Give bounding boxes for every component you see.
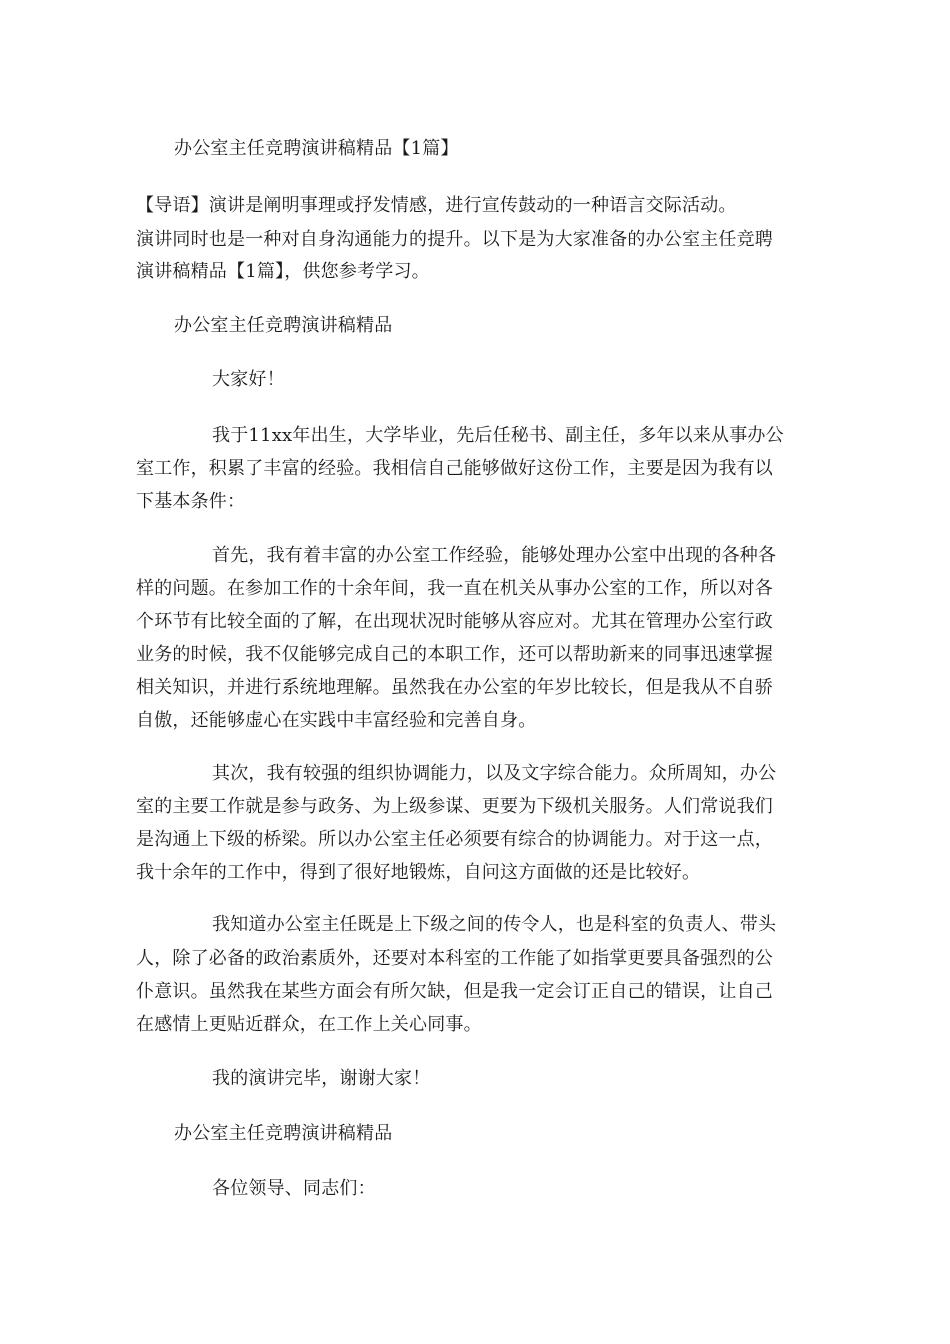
para1-line-1: 我于11xx年出生，大学毕业，先后任秘书、副主任，多年以来从事办公 <box>212 425 784 446</box>
greeting-1: 大家好！ <box>212 369 285 390</box>
para4-line-1: 我知道办公室主任既是上下级之间的传令人，也是科室的负责人、带头 <box>212 914 777 935</box>
intro-line-1: 【导语】演讲是阐明事理或抒发情感，进行宣传鼓动的一种语言交际活动。 <box>136 195 737 216</box>
para2-line-6: 自傲，还能够虚心在实践中丰富经验和完善自身。 <box>136 710 537 731</box>
document-title: 办公室主任竞聘演讲稿精品【1篇】 <box>174 138 459 159</box>
section-heading-1: 办公室主任竞聘演讲稿精品 <box>174 315 393 336</box>
para4-line-4: 在感情上更贴近群众，在工作上关心同事。 <box>136 1014 482 1035</box>
para4-line-2: 人，除了必备的政治素质外，还要对本科室的工作能了如指掌更要具备强烈的公 <box>136 948 773 969</box>
para3-line-3: 是沟通上下级的桥梁。所以办公室主任必须要有综合的协调能力。对于这一点， <box>136 829 773 850</box>
para4-line-3: 仆意识。虽然我在某些方面会有所欠缺，但是我一定会订正自己的错误，让自己 <box>136 981 773 1002</box>
para2-line-2: 样的问题。在参加工作的十余年间，我一直在机关从事办公室的工作，所以对各 <box>136 578 773 599</box>
section-heading-2: 办公室主任竞聘演讲稿精品 <box>174 1123 393 1144</box>
intro-line-3: 演讲稿精品【1篇】，供您参考学习。 <box>136 261 430 282</box>
para2-line-1: 首先，我有着丰富的办公室工作经验，能够处理办公室中出现的各种各 <box>212 545 777 566</box>
para3-line-1: 其次，我有较强的组织协调能力，以及文字综合能力。众所周知，办公 <box>212 763 777 784</box>
para2-line-3: 个环节有比较全面的了解，在出现状况时能够从容应对。尤其在管理办公室行政 <box>136 611 773 632</box>
intro-line-2: 演讲同时也是一种对自身沟通能力的提升。以下是为大家准备的办公室主任竞聘 <box>136 229 773 250</box>
para3-line-2: 室的主要工作就是参与政务、为上级参谋、更要为下级机关服务。人们常说我们 <box>136 796 773 817</box>
para1-line-2: 室工作，积累了丰富的经验。我相信自己能够做好这份工作，主要是因为我有以 <box>136 458 773 479</box>
para3-line-4: 我十余年的工作中，得到了很好地锻炼，自问这方面做的还是比较好。 <box>136 862 701 883</box>
greeting-2: 各位领导、同志们： <box>212 1178 376 1199</box>
para1-line-3: 下基本条件： <box>136 491 246 512</box>
para2-line-4: 业务的时候，我不仅能够完成自己的本职工作，还可以帮助新来的同事迅速掌握 <box>136 644 773 665</box>
closing-line: 我的演讲完毕，谢谢大家！ <box>212 1068 431 1089</box>
para2-line-5: 相关知识，并进行系统地理解。虽然我在办公室的年岁比较长，但是我从不自骄 <box>136 677 773 698</box>
